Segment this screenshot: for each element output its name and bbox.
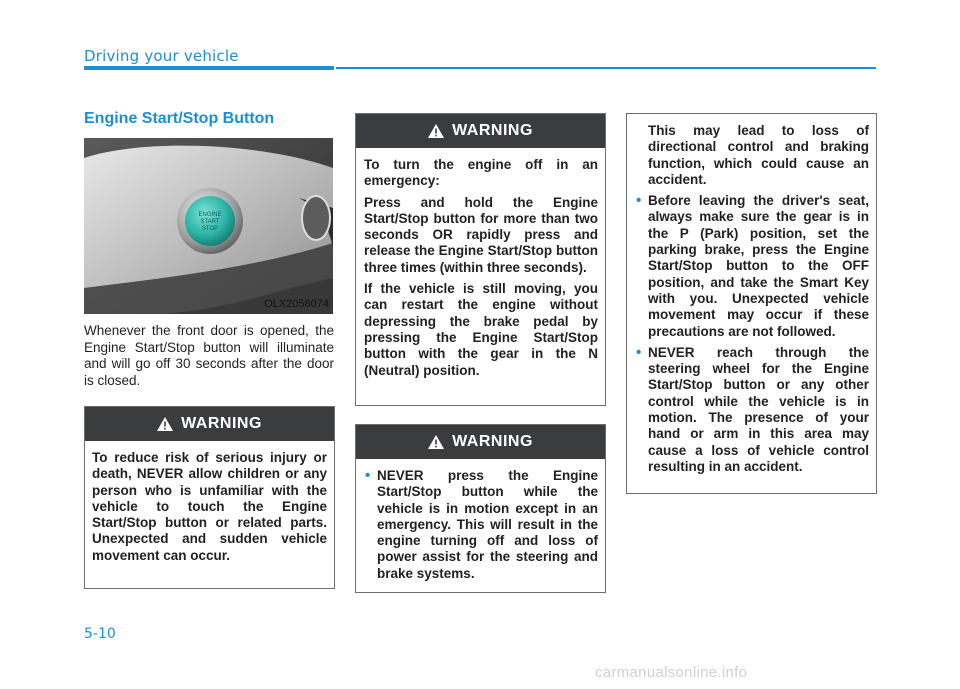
warning-bullet-text: NEVER reach through the steering wheel for the Engine Start/Stop button or any other control while the vehicle is in motion. The presence of your hand or arm in this area may cause a loss of vehicle control resulting in an accident. [648,344,869,474]
engine-button-illustration [84,138,333,314]
warning-box-emergency-stop [355,113,606,406]
warning-label: WARNING [452,433,533,450]
warning-header [356,114,605,148]
warning-triangle-icon [428,435,444,449]
engine-button-photo [84,138,333,314]
bullet-dot-icon: • [365,467,371,484]
warning-triangle-icon [428,124,444,138]
header-rule-thin [336,67,876,69]
warning-triangle-icon [157,417,173,431]
warning-header [356,425,605,459]
warning-text-2: Press and hold the Engine Start/Stop button for more than two seconds OR rapidly press and release the Engine Start/Stop button three times (within three seconds). [364,194,598,275]
warning-text-3: If the vehicle is still moving, you can restart the engine without depressing the brake pedal by pressing the Engine Start/Stop button with the gear in the N (Neutral) position. [364,281,598,378]
warning-label: WARNING [181,415,262,432]
warning-header [85,407,334,441]
page-title: Engine Start/Stop Button [84,110,275,127]
section-header: Driving your vehicle [84,47,239,65]
page-number: 5-10 [84,626,116,642]
warning-bullet-text: NEVER press the Engine Start/Stop button while the vehicle is in motion except in an emergency. This will result in the engine turning off and loss of power assist for the steering and brake systems. [377,468,598,581]
warning-bullet [636,343,869,475]
warning-bullet [365,467,598,582]
bullet-dot-icon: • [636,192,642,210]
warning-box-motion [355,424,606,593]
button-text-line-1: ENGINE [198,212,222,218]
warning-bullet-text: Before leaving the driver's seat, always make sure the gear is in the P (Park) position, set the parking brake, press the Engine Start/Stop button to the OFF position, and take the Smart Key with you. Unexpected vehicle movement may occur if these precautions are not followed. [648,193,869,339]
warning-box-children [84,406,335,589]
header-rule [84,66,334,70]
warning-box-continued [626,113,877,494]
warning-label: WARNING [452,122,533,139]
bullet-dot-icon: • [636,343,642,361]
warning-text-1: To turn the engine off in an emergency: [364,157,598,189]
warning-bullet [636,192,869,340]
warning-text-cont: This may lead to loss of directional control and braking function, which could cause an accident. [648,123,869,187]
photo-code: OLX2058074 [264,298,329,310]
button-text-line-3: STOP [201,226,219,232]
button-text-line-2: START [200,219,220,225]
watermark: carmanualsonline.info [595,664,748,681]
warning-text: To reduce risk of serious injury or death, NEVER allow children or any person who is unfamiliar with the vehicle to touch the Engine Start/Stop button or related parts. Unexpected and sudden vehicle movement can occur. [92,450,327,563]
intro-paragraph: Whenever the front door is opened, the Engine Start/Stop button will illuminate and will go off 30 seconds after the door is closed. [84,323,334,388]
